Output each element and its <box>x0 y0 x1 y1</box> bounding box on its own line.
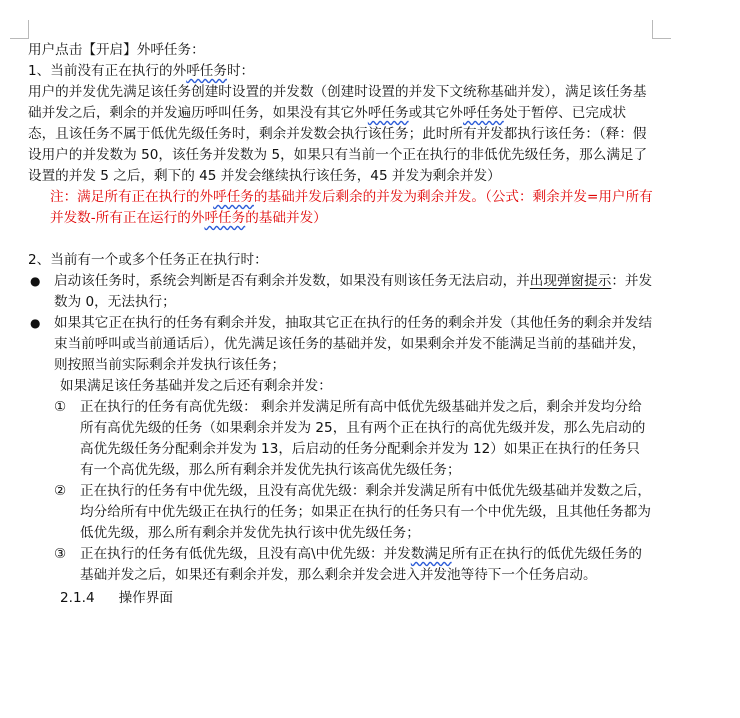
text-run: 数满足 <box>410 546 452 562</box>
text-run: 注：满足所有正在执行的外 <box>50 189 214 205</box>
doc-title: 用户点击【开启】外呼任务： <box>28 42 205 58</box>
number-marker: ③ <box>54 546 67 562</box>
section-heading <box>28 588 653 609</box>
page-corner-mark-left <box>10 20 29 39</box>
numbered-item <box>28 481 653 544</box>
section-number: 2.1.4 <box>60 590 95 606</box>
numbered-item <box>28 397 653 481</box>
number-marker: ① <box>54 399 67 415</box>
text-run: 处于暂停、已完成状态，且该任务不属于低优先级任务时，剩余并发数会执行该任务；此时所有并发都执行该任务：（释：假设用户的并发数为 50，该任务并发数为 5，如果只有当前一个正在执行的非低优先级任务，那么满足了设置的并发 5 之后，剩下的 45 并发会继续执行该任务，45 并发为剩余并发） <box>28 105 648 184</box>
document-page <box>28 40 653 609</box>
text-run: 时： <box>226 63 255 79</box>
section-1-body <box>28 82 653 187</box>
section-1-heading <box>28 61 653 82</box>
text-run: 正在执行的任务有低优先级，且没有高\中优先级：并发 <box>80 546 411 562</box>
text-run: 呼任务 <box>186 63 227 79</box>
text-run: 所有正在执行的低优先级任务的基础并发之后，如果还有剩余并发，那么剩余并发会进入并发池等待下一个任务启动。 <box>80 546 642 583</box>
text-run: 呼任务 <box>213 189 254 205</box>
text-run: 启动该任务时，系统会判断是否有剩余并发数，如果没有则该任务无法启动，并 <box>54 273 530 289</box>
section-title: 操作界面 <box>118 590 173 606</box>
section-2-heading: 2、当前有一个或多个任务正在执行时： <box>28 252 268 268</box>
text-run: 用户的并发优先满足该任务创建时设置的并发数（创建时设置的并发下文统称基础并发），满足该任务基础并发之后，剩余的并发遍历呼叫任务，如果没有其它外 <box>28 84 647 121</box>
text-run: 1、当前没有正在执行的外 <box>28 63 187 79</box>
numbered-item <box>28 544 653 586</box>
page-corner-mark-right <box>652 20 671 39</box>
text-run: 呼任务 <box>204 210 246 226</box>
bullet-dot-icon: ● <box>30 274 41 288</box>
text-run: 的基础并发） <box>245 210 327 226</box>
text-run: 的基础并发后剩余的并发为剩余并发。（公式：剩余并发=用户所有并发数-所有正在运行的外 <box>50 189 653 226</box>
bullet-dot-icon: ● <box>30 316 41 330</box>
number-marker: ② <box>54 483 67 499</box>
text-run: 呼任务 <box>367 105 409 121</box>
text-run: 正在执行的任务有高优先级： 剩余并发满足所有高中低优先级基础并发之后，剩余并发均分给所有高优先级的任务（如果剩余并发为 25，且有两个正在执行的高优先级并发，那么先启动的高优先级任务分配剩余并发为 13，后启动的任务分配剩余并发为 12）如果正在执行的任务只有一个高优先级，那么所有剩余并发优先执行该高优先级任务； <box>80 399 646 478</box>
text-run: 或其它外 <box>408 105 463 121</box>
sub-heading: 如果满足该任务基础并发之后还有剩余并发： <box>60 378 332 394</box>
bullet-item <box>28 271 653 313</box>
bullet-item <box>28 313 653 376</box>
blank-line <box>28 229 653 250</box>
text-run: 出现弹窗提示 <box>529 273 612 289</box>
text-run: 呼任务 <box>463 105 504 121</box>
text-run: 正在执行的任务有中优先级，且没有高优先级：剩余并发满足所有中低优先级基础并发数之后，均分给所有中优先级正在执行的任务；如果正在执行的任务只有一个中优先级，且其他任务都为低优先级，那么所有剩余并发优先执行该中优先级任务； <box>80 483 651 541</box>
text-run: ：并发数为 0，无法执行； <box>54 273 653 310</box>
text-run: 如果其它正在执行的任务有剩余并发，抽取其它正在执行的任务的剩余并发（其他任务的剩余并发结束当前呼叫或当前通话后），优先满足该任务的基础并发，如果剩余并发不能满足当前的基础并发，则按照当前实际剩余并发执行该任务； <box>54 315 653 373</box>
section-1-note <box>28 187 653 229</box>
